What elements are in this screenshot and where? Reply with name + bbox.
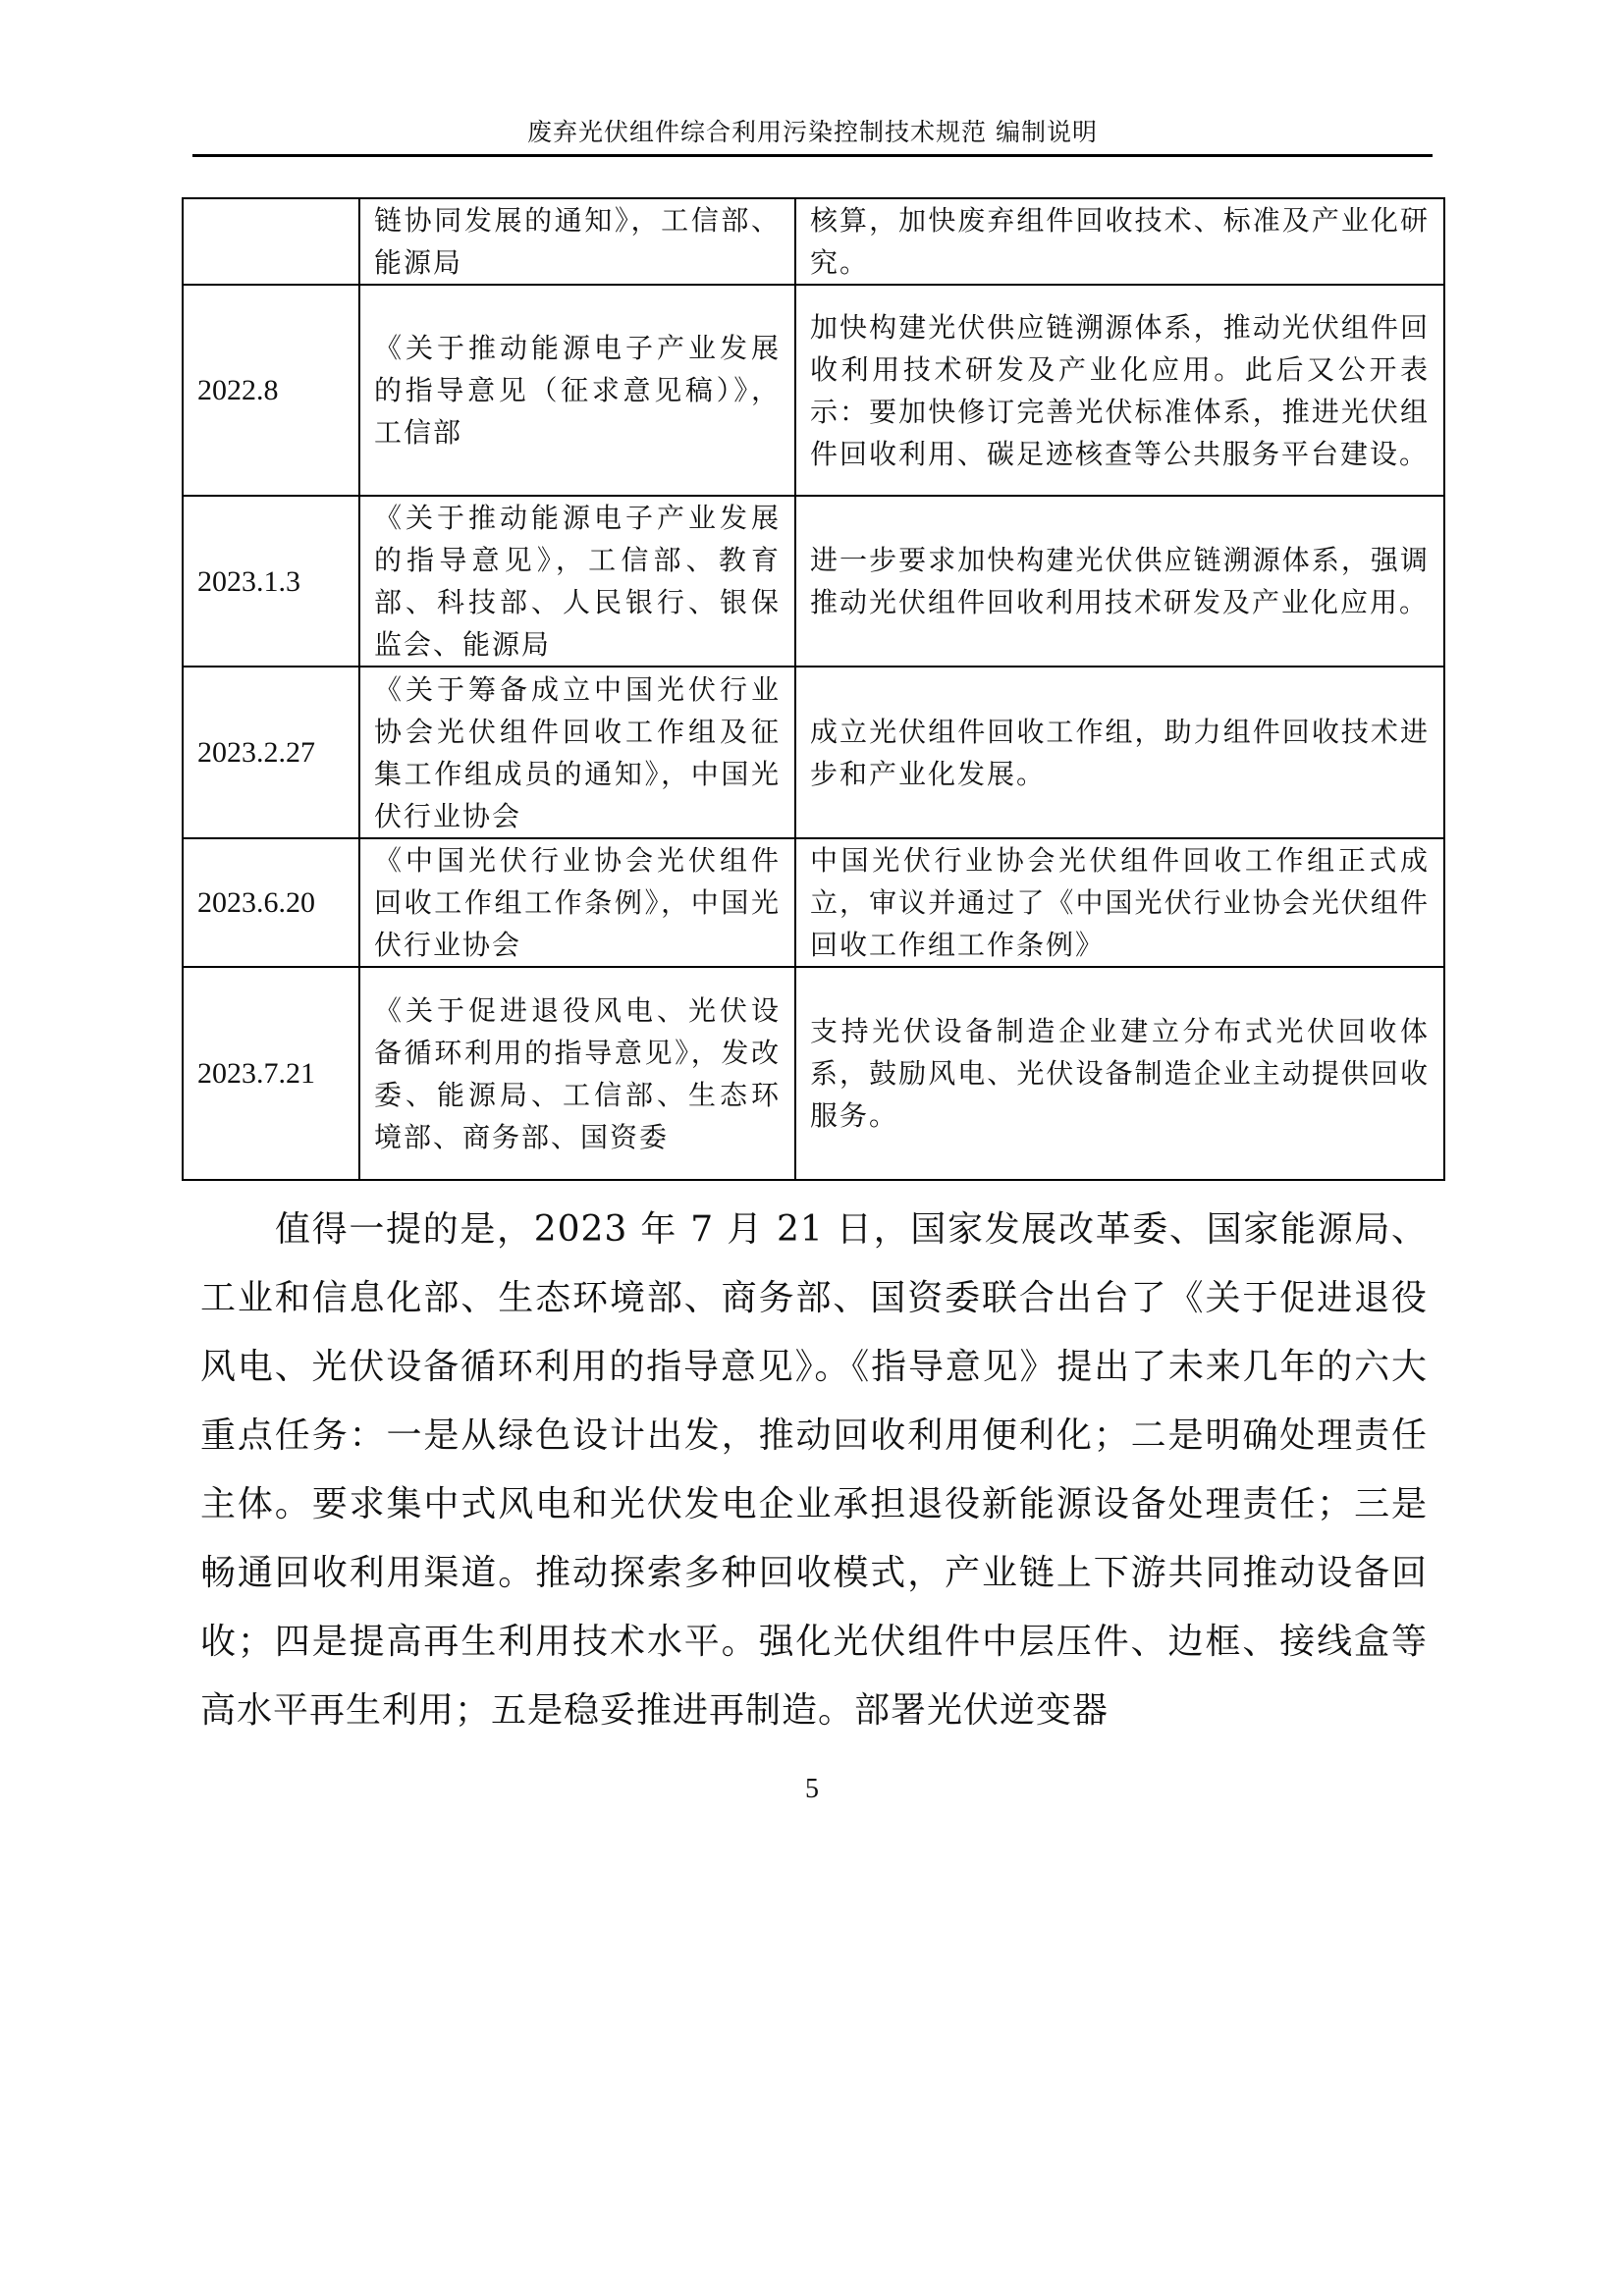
page-number: 5: [805, 1774, 819, 1804]
document-cell: 《关于促进退役风电、光伏设备循环利用的指导意见》，发改委、能源局、工信部、生态环境部、商务部、国资委: [359, 967, 795, 1180]
document-cell: 《关于推动能源电子产业发展的指导意见》，工信部、教育部、科技部、人民银行、银保监会、能源局: [359, 496, 795, 667]
header-rule: [192, 154, 1433, 157]
document-cell: 《中国光伏行业协会光伏组件回收工作组工作条例》，中国光伏行业协会: [359, 838, 795, 967]
document-cell: 链协同发展的通知》，工信部、能源局: [359, 198, 795, 285]
body-paragraph: 值得一提的是，2023 年 7 月 21 日，国家发展改革委、国家能源局、工业和信息化部、生态环境部、商务部、国资委联合出台了《关于促进退役风电、光伏设备循环利用的指导意见》。《指导意见》提出了未来几年的六大重点任务：一是从绿色设计出发，推动回收利用便利化；二是明确处理责任主体。要求集中式风电和光伏发电企业承担退役新能源设备处理责任；三是畅通回收利用渠道。推动探索多种回收模式，产业链上下游共同推动设备回收；四是提高再生利用技术水平。强化光伏组件中层压件、边框、接线盒等高水平再生利用；五是稳妥推进再制造。部署光伏逆变器: [200, 1209, 1428, 1731]
document-cell: 《关于筹备成立中国光伏行业协会光伏组件回收工作组及征集工作组成员的通知》，中国光伏行业协会: [359, 667, 795, 838]
table-row: [183, 285, 1444, 496]
date-cell: 2023.7.21: [183, 967, 359, 1180]
date-cell: [183, 198, 359, 285]
content-cell: 支持光伏设备制造企业建立分布式光伏回收体系，鼓励风电、光伏设备制造企业主动提供回收服务。: [795, 967, 1444, 1180]
content-cell: 加快构建光伏供应链溯源体系，推动光伏组件回收利用技术研发及产业化应用。此后又公开表示：要加快修订完善光伏标准体系，推进光伏组件回收利用、碳足迹核查等公共服务平台建设。: [795, 285, 1444, 496]
policy-table: [182, 197, 1445, 1181]
content-cell: 核算，加快废弃组件回收技术、标准及产业化研究。: [795, 198, 1444, 285]
table-row: [183, 838, 1444, 967]
table-row: [183, 198, 1444, 285]
date-cell: 2023.6.20: [183, 838, 359, 967]
document-cell: 《关于推动能源电子产业发展的指导意见（征求意见稿）》，工信部: [359, 285, 795, 496]
date-cell: 2022.8: [183, 285, 359, 496]
content-cell: 成立光伏组件回收工作组，助力组件回收技术进步和产业化发展。: [795, 667, 1444, 838]
date-cell: 2023.2.27: [183, 667, 359, 838]
table-row: [183, 967, 1444, 1180]
table-row: [183, 496, 1444, 667]
content-cell: 中国光伏行业协会光伏组件回收工作组正式成立，审议并通过了《中国光伏行业协会光伏组件回收工作组工作条例》: [795, 838, 1444, 967]
running-header-title: 废弃光伏组件综合利用污染控制技术规范 编制说明: [527, 118, 1098, 146]
content-cell: 进一步要求加快构建光伏供应链溯源体系，强调推动光伏组件回收利用技术研发及产业化应用。: [795, 496, 1444, 667]
table-row: [183, 667, 1444, 838]
date-cell: 2023.1.3: [183, 496, 359, 667]
